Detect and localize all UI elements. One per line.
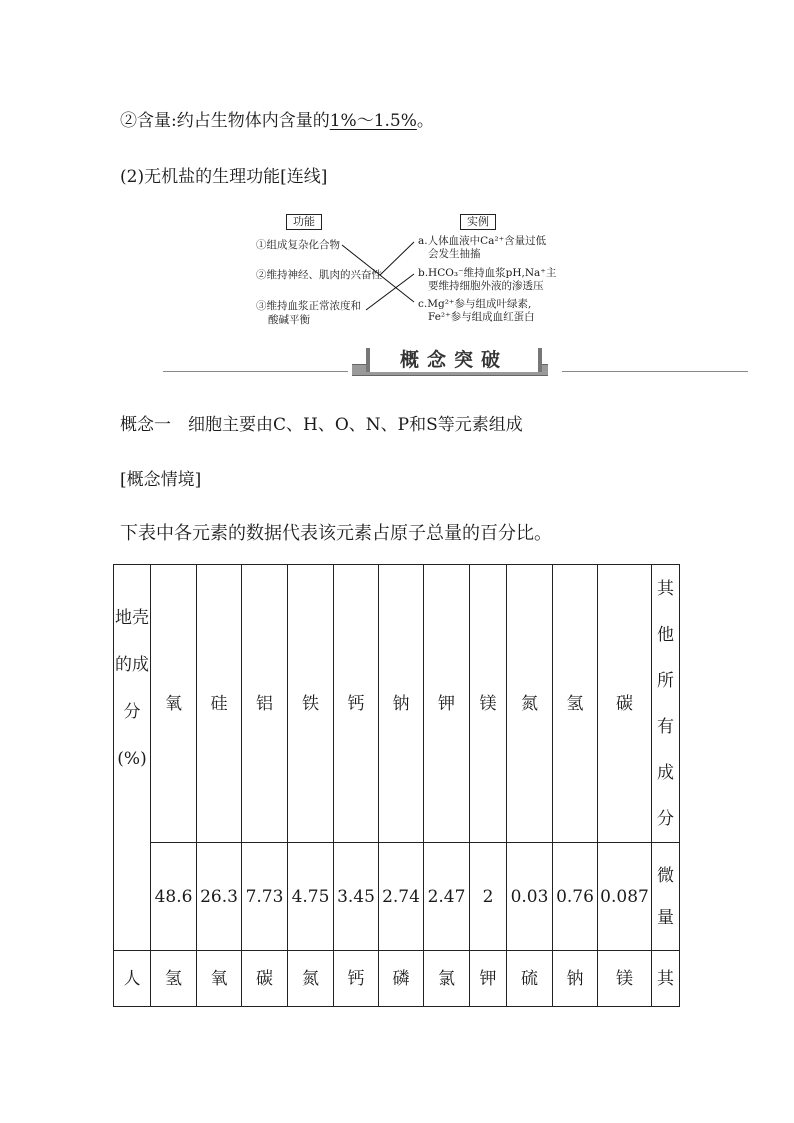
example-a-cont: 会发生抽搐: [428, 248, 481, 260]
banner-rule-right: [562, 371, 748, 372]
section-2-title: (2)无机盐的生理功能[连线]: [120, 167, 328, 187]
crust-element: 氧: [151, 565, 197, 843]
crust-value: 2: [470, 843, 507, 951]
human-element: 钠: [553, 951, 598, 1007]
crust-value: 0.03: [507, 843, 553, 951]
example-b-cont: 要维持细胞外液的渗透压: [428, 280, 544, 292]
diagram-left-header: 功能: [286, 214, 322, 230]
crust-element: 镁: [470, 565, 507, 843]
crust-element: 碳: [598, 565, 652, 843]
content-line: [120, 106, 434, 131]
human-other: 其: [652, 951, 680, 1007]
crust-value: 7.73: [242, 843, 288, 951]
crust-value: 48.6: [151, 843, 197, 951]
table-intro: 下表中各元素的数据代表该元素占原子总量的百分比。: [120, 523, 552, 544]
section-banner: [352, 346, 548, 376]
human-element: 钾: [470, 951, 507, 1007]
connector-lines: [250, 210, 560, 328]
banner-rule-left: [163, 371, 348, 372]
crust-element: 钠: [379, 565, 424, 843]
content-value: 1%～1.5%: [329, 111, 417, 131]
crust-value: 0.76: [553, 843, 598, 951]
crust-other-value: 微量: [652, 843, 680, 951]
crust-value: 26.3: [197, 843, 242, 951]
function-item-1: ①组成复杂化合物: [256, 239, 340, 251]
human-element: 磷: [379, 951, 424, 1007]
crust-element: 氢: [553, 565, 598, 843]
human-element: 氢: [151, 951, 197, 1007]
content-prefix: ②含量:约占生物体内含量的: [120, 111, 330, 131]
crust-value: 0.087: [598, 843, 652, 951]
human-element: 碳: [242, 951, 288, 1007]
human-element-row: [114, 951, 680, 1007]
connector-2-a: [380, 242, 414, 275]
crust-value: 2.74: [379, 843, 424, 951]
crust-element: 氮: [507, 565, 553, 843]
human-element: 氯: [424, 951, 470, 1007]
human-element: 氮: [288, 951, 334, 1007]
example-b: b.HCO₃⁻维持血浆pH,Na⁺主: [418, 267, 557, 279]
crust-value: 2.47: [424, 843, 470, 951]
crust-element: 硅: [197, 565, 242, 843]
human-element: 硫: [507, 951, 553, 1007]
human-element: 钙: [334, 951, 379, 1007]
crust-element: 铝: [242, 565, 288, 843]
concept-heading: 概念一 细胞主要由C、H、O、N、P和S等元素组成: [120, 415, 523, 435]
connector-3-b: [366, 274, 414, 310]
function-item-3: ③维持血浆正常浓度和: [256, 300, 361, 312]
crust-label: 地壳的成分(%): [114, 565, 151, 951]
crust-element: 钾: [424, 565, 470, 843]
crust-value: 3.45: [334, 843, 379, 951]
content-suffix: 。: [416, 111, 434, 131]
example-c: c.Mg²⁺参与组成叶绿素,: [418, 298, 532, 310]
crust-element: 钙: [334, 565, 379, 843]
crust-other: 其他所有成分: [652, 565, 680, 843]
human-element: 镁: [598, 951, 652, 1007]
scenario-label: [概念情境]: [120, 470, 202, 490]
function-item-3-cont: 酸碱平衡: [268, 314, 310, 326]
example-c-cont: Fe²⁺参与组成血红蛋白: [428, 311, 535, 323]
function-item-2: ②维持神经、肌肉的兴奋性: [256, 269, 382, 281]
crust-value-row: [114, 843, 680, 951]
banner-title: 概念突破: [366, 348, 542, 372]
human-label: 人: [114, 951, 151, 1007]
diagram-right-header: 实例: [460, 214, 496, 230]
element-table: [113, 564, 680, 1007]
example-a: a.人体血液中Ca²⁺含量过低: [418, 235, 547, 247]
connector-1-c: [342, 245, 414, 302]
crust-element-row: [114, 565, 680, 843]
matching-diagram: [250, 210, 560, 328]
crust-value: 4.75: [288, 843, 334, 951]
human-element: 氧: [197, 951, 242, 1007]
crust-element: 铁: [288, 565, 334, 843]
